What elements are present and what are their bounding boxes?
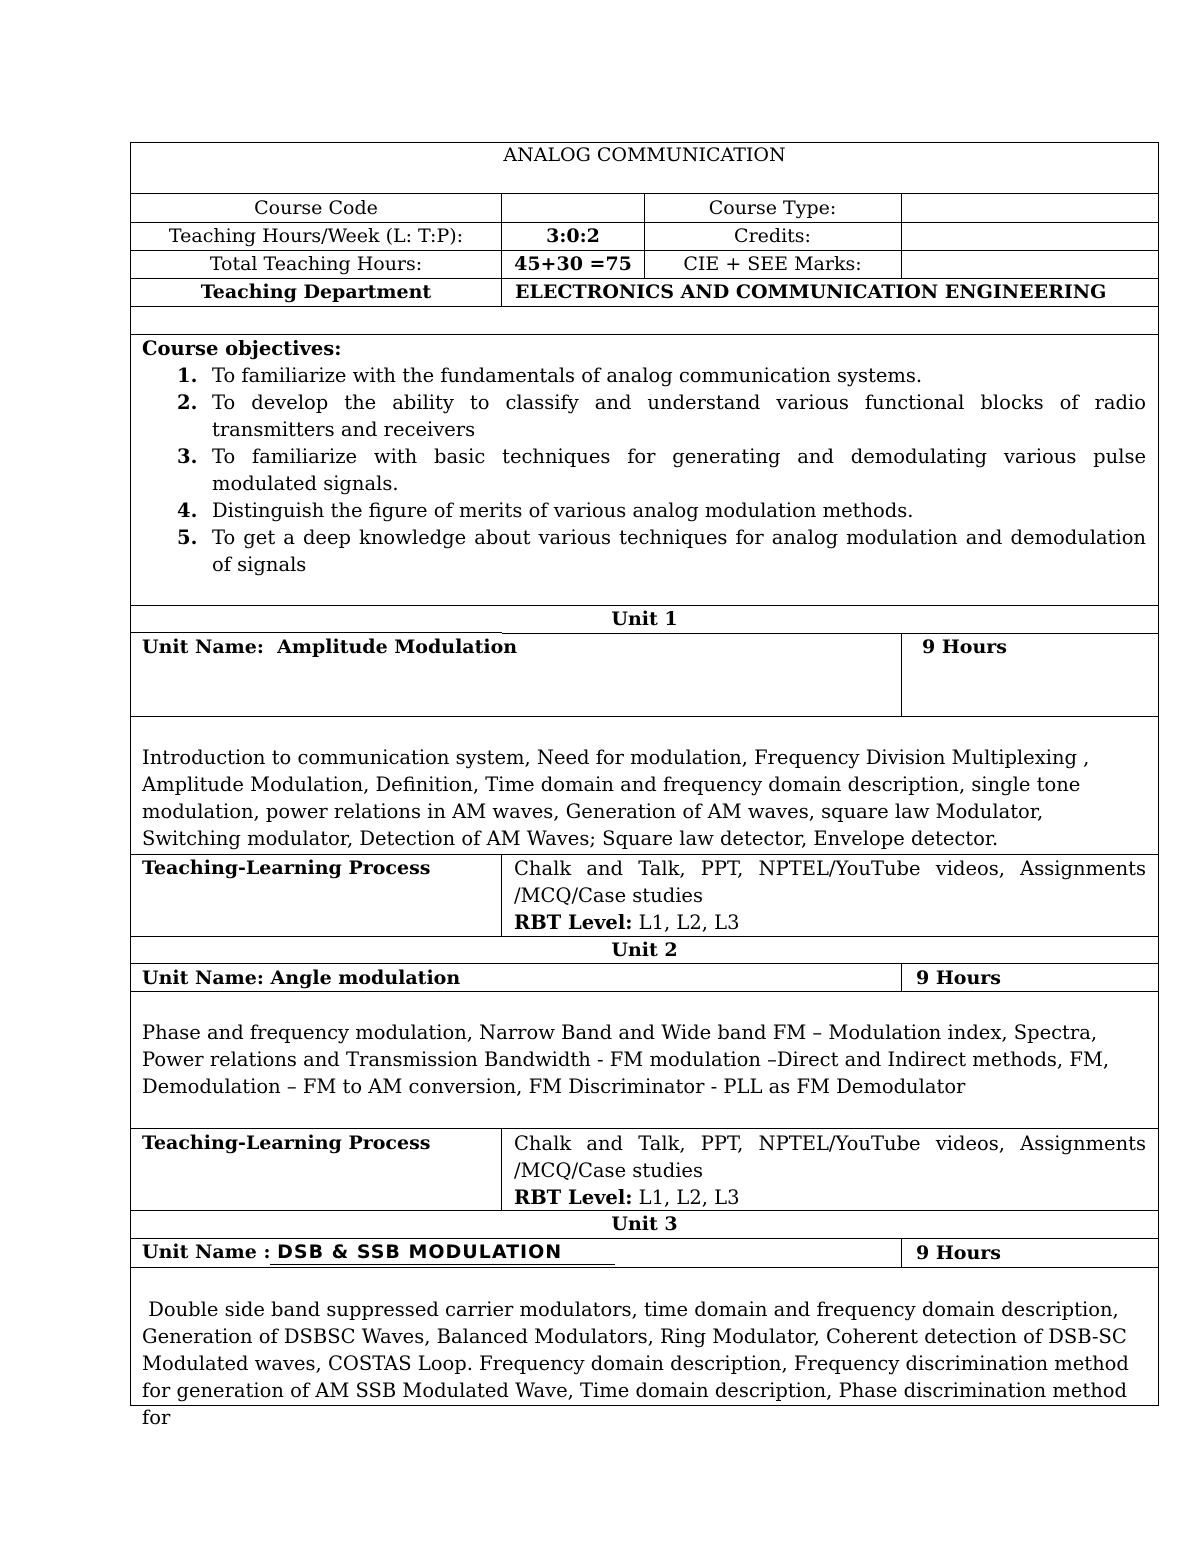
unit-2-heading: Unit 2 [611,939,678,961]
total-hours-value: 45+30 =75 [514,253,632,275]
unit-3-heading: Unit 3 [611,1213,678,1235]
objectives-list [142,362,1146,578]
unit-1-hours: 9 Hours [922,636,1007,658]
objective-item: 1. To familiarize with the fundamentals of analog communication systems. [177,364,923,387]
course-code-label: Course Code [254,197,378,219]
column-divider [901,1238,902,1267]
row-divider [130,306,1159,307]
unit-2-tlp-label: Teaching-Learning Process [142,1132,431,1154]
marks-label: CIE + SEE Marks: [683,253,862,275]
course-title: ANALOG COMMUNICATION [503,144,786,166]
unit-3-hours: 9 Hours [916,1242,1001,1264]
objective-item: 3. To familiarize with basic techniques for generating and demodulating various pulse modulated signals. [177,445,1146,495]
unit-1-tlp-label: Teaching-Learning Process [142,857,431,879]
unit-2-hours: 9 Hours [916,967,1001,989]
objective-item: 4. Distinguish the figure of merits of various analog modulation methods. [177,499,914,522]
unit-2-name: Unit Name: Angle modulation [142,967,461,989]
column-divider [501,1128,502,1210]
unit-3-name: Unit Name : DSB & SSB MODULATION [142,1241,563,1263]
total-hours-label: Total Teaching Hours: [209,253,423,275]
unit-2-tlp-text: Chalk and Talk, PPT, NPTEL/YouTube videos, Assignments /MCQ/Case studies [514,1132,1146,1182]
teaching-hours-label: Teaching Hours/Week (L: T:P): [168,225,464,247]
column-divider [501,854,502,936]
unit-1-content: Introduction to communication system, Need for modulation, Frequency Division Multiplexing , Amplitude Modulation, Definition, Time domain and frequency domain description, single tone modulation, power relations in AM waves, Generation of AM waves, square law Modulator, Switching modulator, Detection of AM Waves; Square law detector, Envelope detector. [142,746,1090,850]
objectives-block [142,335,1146,578]
department-value: ELECTRONICS AND COMMUNICATION ENGINEERING [515,281,1107,303]
objective-item: 5. To get a deep knowledge about various techniques for analog modulation and demodulation of signals [177,526,1146,576]
unit-2-tlp-cell [514,1130,1146,1211]
unit-1-heading: Unit 1 [611,608,678,630]
credits-label: Credits: [734,225,811,247]
objective-item: 2. To develop the ability to classify and understand various functional blocks of radio transmitters and receivers [177,391,1146,441]
unit-2-content: Phase and frequency modulation, Narrow Band and Wide band FM – Modulation index, Spectra, Power relations and Transmission Bandwidth - FM modulation –Direct and Indirect methods, FM, Demodulation – FM to AM conversion, FM Discriminator - PLL as FM Demodulator [142,1021,1110,1098]
unit-1-name: Unit Name: Amplitude Modulation [142,636,518,658]
department-label: Teaching Department [200,281,432,303]
row-divider [502,633,1159,634]
column-divider [901,633,902,716]
course-type-label: Course Type: [708,197,837,219]
unit-1-tlp-cell [514,855,1146,936]
row-divider [130,1128,1159,1129]
column-divider [901,963,902,991]
row-divider [130,1267,1159,1268]
column-divider [901,193,902,278]
unit-1-rbt: RBT Level: L1, L2, L3 [514,911,740,934]
objectives-heading: Course objectives: [142,337,342,360]
row-divider [130,716,1159,717]
teaching-hours-value: 3:0:2 [546,225,600,247]
unit-1-tlp-text: Chalk and Talk, PPT, NPTEL/YouTube videos, Assignments /MCQ/Case studies [514,857,1146,907]
unit-3-content: Double side band suppressed carrier modulators, time domain and frequency domain description, Generation of DSBSC Waves, Balanced Modulators, Ring Modulator, Coherent detection of DSB-SC Modulated waves, COSTAS Loop. Frequency domain description, Frequency discrimination method for generation of AM SSB Modulated Wave, Time domain description, Phase discrimination method for [142,1298,1136,1429]
unit-2-rbt: RBT Level: L1, L2, L3 [514,1186,740,1209]
